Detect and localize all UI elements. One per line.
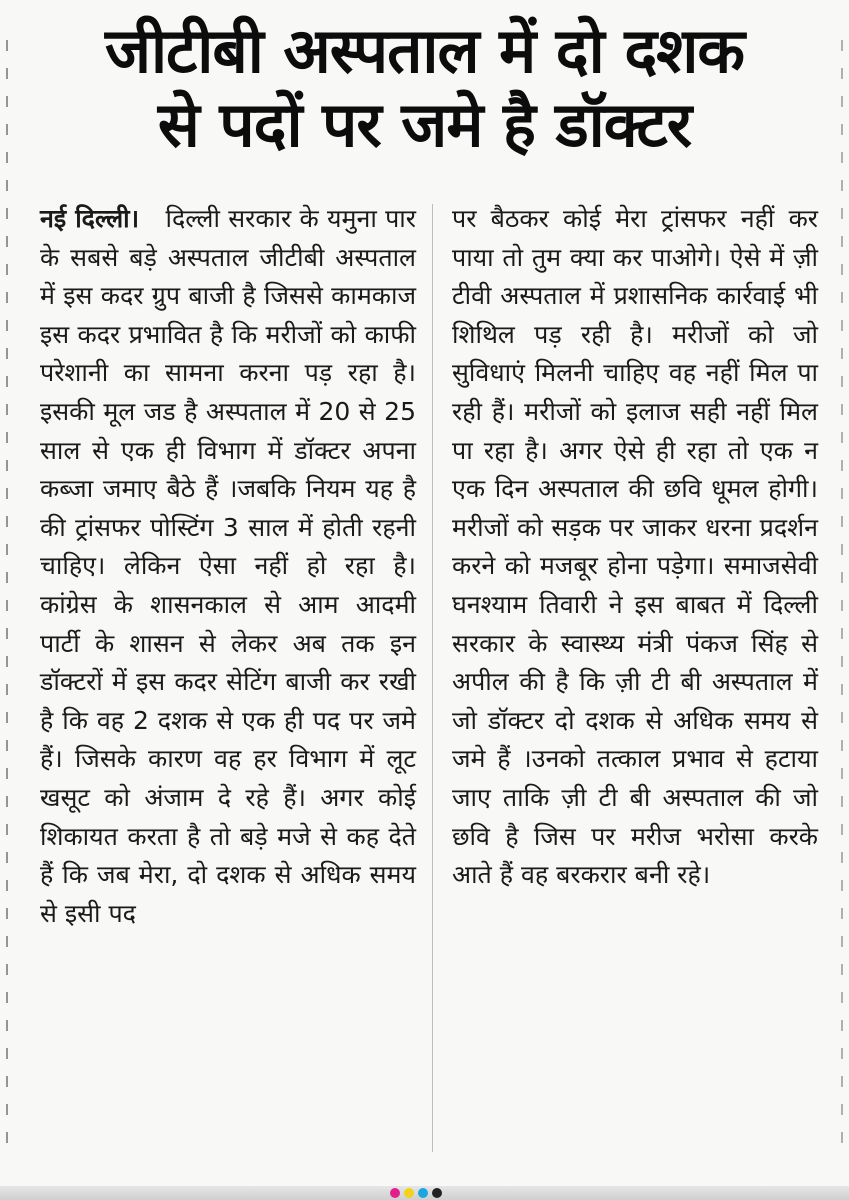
left-cut-line xyxy=(6,40,8,1150)
registration-dot-cyan xyxy=(418,1188,428,1198)
left-column-text: दिल्ली सरकार के यमुना पार के सबसे बड़े अस्पताल जीटीबी अस्पताल में इस कदर ग्रुप बाजी है जिससे कामकाज इस कदर प्रभावित है कि मरीजों को काफी परेशानी का सामना करना पड़ रहा है। इसकी मूल जड है अस्पताल में 20 से 25 साल से एक ही विभाग में डॉक्टर अपना कब्जा जमाए बैठे हैं ।जबकि नियम यह है की ट्रांसफर पोस्टिंग 3 साल में होती रहनी चाहिए। लेकिन ऐसा नहीं हो रहा है। कांग्रेस के शासनकाल से आम आदमी पार्टी के शासन से लेकर अब तक इन डॉक्टरों में इस कदर सेटिंग बाजी कर रखी है कि वह 2 दशक से एक ही पद पर जमे हैं। जिसके कारण वह हर विभाग में लूट खसूट को अंजाम दे रहे हैं। अगर कोई शिकायत करता है तो बड़े मजे से कह देते हैं कि जब मेरा, दो दशक से अधिक समय से इसी पद xyxy=(40,204,417,928)
registration-dot-yellow xyxy=(404,1188,414,1198)
article-column-left xyxy=(40,200,416,933)
registration-dot-black xyxy=(432,1188,442,1198)
article-column-right xyxy=(452,200,818,895)
headline xyxy=(20,14,829,162)
registration-dot-magenta xyxy=(390,1188,400,1198)
registration-marks xyxy=(390,1188,442,1198)
headline-line-1: जीटीबी अस्पताल में दो दशक xyxy=(104,14,745,87)
column-divider xyxy=(432,204,433,1152)
headline-line-2: से पदों पर जमे है डॉक्टर xyxy=(157,88,692,161)
dateline: नई दिल्ली। xyxy=(40,204,158,233)
right-cut-line xyxy=(841,40,843,1150)
right-column-text: पर बैठकर कोई मेरा ट्रांसफर नहीं कर पाया तो तुम क्या कर पाओगे। ऐसे में ज़ी टीवी अस्पताल में प्रशासनिक कार्रवाई भी शिथिल पड़ रही है। मरीजों को जो सुविधाएं मिलनी चाहिए वह नहीं मिल पा रही हैं। मरीजों को इलाज सही नहीं मिल पा रहा है। अगर ऐसे ही रहा तो एक न एक दिन अस्पताल की छवि धूमल होगी। मरीजों को सड़क पर जाकर धरना प्रदर्शन करने को मजबूर होना पड़ेगा। समाजसेवी घनश्याम तिवारी ने इस बाबत में दिल्ली सरकार के स्वास्थ्य मंत्री पंकज सिंह से अपील की है कि ज़ी टी बी अस्पताल में जो डॉक्टर दो दशक से अधिक समय से जमे हैं ।उनको तत्काल प्रभाव से हटाया जाए ताकि ज़ी टी बी अस्पताल की जो छवि है जिस पर मरीज भरोसा करके आते हैं वह बरकरार बनी रहे। xyxy=(452,204,818,890)
